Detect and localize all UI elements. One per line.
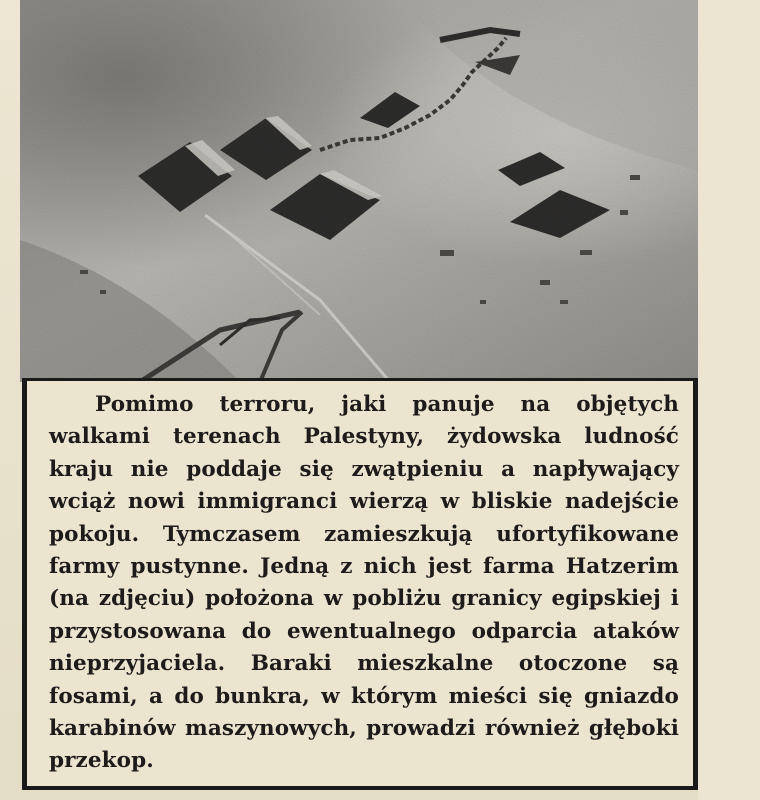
photo-caption: Pomimo terroru, jaki panuje na objętych walkami terenach Palestyny, żydowska ludność kraju nie poddaje się zwątpieniu a napływający wciąż nowi immigranci wierzą w bliskie nadejście pokoju. Tymczasem zamieszkują ufortyfikowane farmy pustynne. Jedną z nich jest farma Hatzerim (na zdjęciu) położona w pobliżu granicy egipskiej i przystosowana do ewentualnego odparcia ataków nieprzyjaciela. Baraki mieszkalne otoczone są fosami, a do bunkra, w którym mieści się gniazdo karabinów maszynowych, prowadzi również głęboki przekop.	[49, 392, 679, 774]
aerial-photo-farm	[20, 0, 698, 382]
aerial-photo-drawing	[20, 0, 698, 382]
caption-frame	[22, 378, 698, 790]
page-margin	[698, 0, 760, 800]
